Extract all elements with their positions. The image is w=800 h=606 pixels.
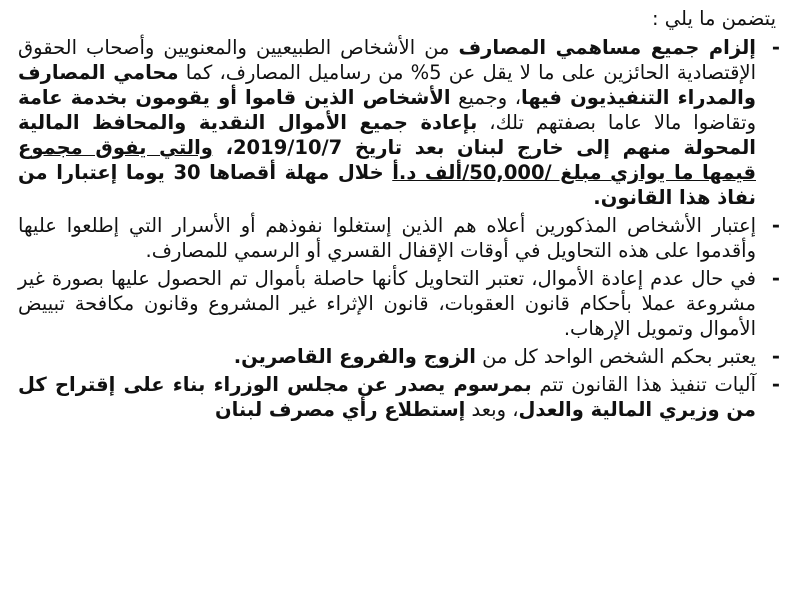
text-segment: إستطلاع رأي مصرف لبنان (214, 398, 466, 421)
list-item (18, 344, 780, 369)
text-segment: ، وبعد (465, 398, 519, 421)
text-segment: وتقاضوا مالا عاما بصفتهم تلك، (477, 111, 756, 134)
text-segment: ، وجميع (450, 86, 522, 109)
bullet: - (771, 373, 780, 396)
intro-heading: يتضمن ما يلي : (651, 7, 776, 30)
text-segment: إعتبار الأشخاص المذكورين أعلاه هم الذين إستغلوا نفوذهم أو الأسرار التي إطلعوا عليها وأقدموا على هذه التحاويل في أوقات الإقفال القسري أو الرسمي للمصارف. (18, 214, 756, 262)
bullet: - (771, 267, 780, 290)
text-segment: خلال مهلة أقصاها 30 يوما إعتبارا من نفاذ هذا القانون. (18, 161, 756, 209)
bullet: - (771, 345, 780, 368)
text-segment: يعتبر بحكم الشخص الواحد كل من (475, 345, 756, 368)
text-segment: بإعادة جميع الأموال النقدية والمحافظ المالية المحولة منهم إلى خارج لبنان بعد تاريخ 2019/10/7، (18, 111, 756, 159)
list-item (18, 213, 780, 263)
list-item (18, 372, 780, 422)
text-segment: آليات تنفيذ هذا القانون تتم (531, 373, 756, 396)
text-segment: في حال عدم إعادة الأموال، تعتبر التحاويل كأنها حاصلة بأموال تم الحصول عليها بصورة غير مشروعة عملا بأحكام قانون العقوبات، قانون الإثراء غير المشروع وقانون مكافحة تبييض الأموال وتمويل الإرهاب. (18, 267, 756, 340)
list-item (18, 266, 780, 341)
text-segment: إلزام جميع مساهمي المصارف (458, 36, 756, 59)
text-segment: من الأشخاص الطبيعيين والمعنويين وأصحاب الحقوق الإقتصادية الحائزين على ما لا يقل عن 5% من رساميل المصارف، كما (18, 36, 756, 84)
bullet: - (771, 36, 780, 59)
bullet: - (771, 214, 780, 237)
list-item (18, 35, 780, 210)
text-segment: بمرسوم يصدر عن مجلس الوزراء بناء على إقتراح كل من وزيري المالية والعدل (18, 373, 756, 421)
text-segment: محامي المصارف والمدراء التنفيذيون فيها (18, 61, 756, 109)
text-segment: الأشخاص الذين قاموا أو يقومون بخدمة عامة (18, 86, 451, 109)
text-segment: والتي يفوق مجموع قيمها ما يوازي مبلغ /50,000/ألف د.أ (18, 136, 756, 184)
text-segment: الزوج والفروع القاصرين. (233, 345, 476, 368)
